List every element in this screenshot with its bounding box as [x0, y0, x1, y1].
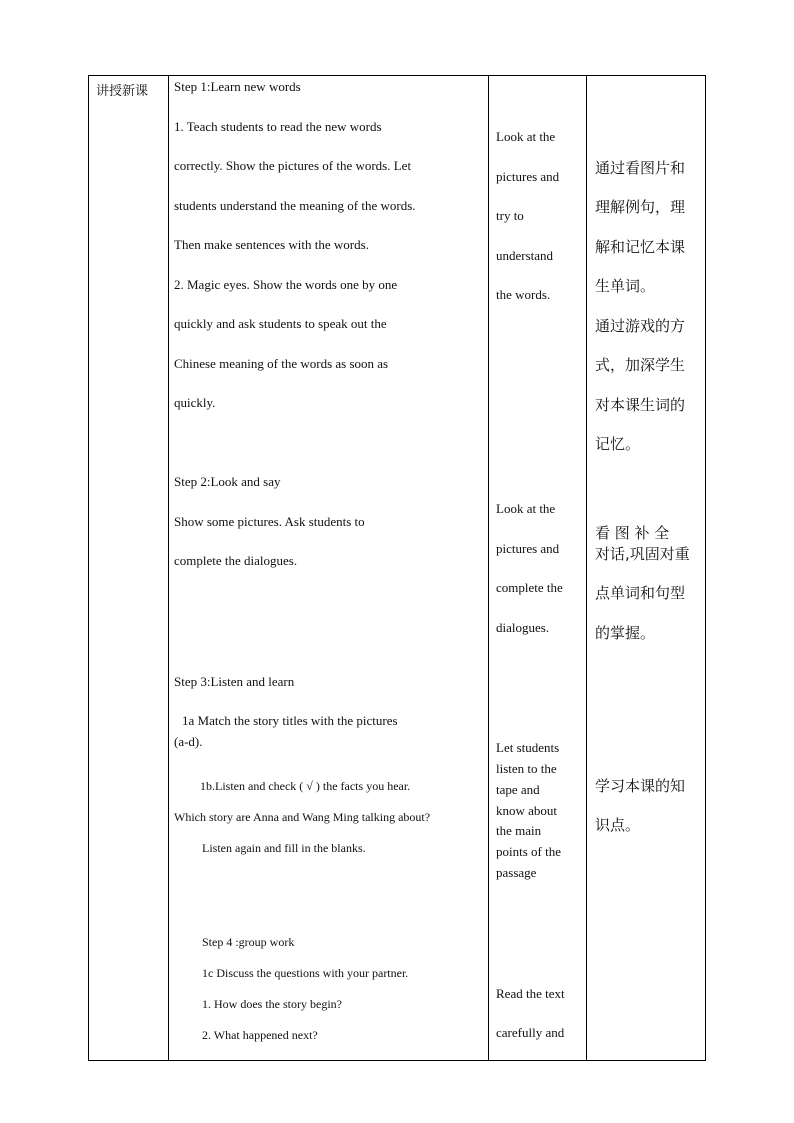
- activity-line: tape and: [496, 782, 540, 797]
- column-divider: [586, 76, 587, 1060]
- step1-line: quickly and ask students to speak out the: [174, 316, 387, 331]
- step1-line: Chinese meaning of the words as soon as: [174, 356, 389, 371]
- step4-1c: 1c Discuss the questions with your partner.: [202, 966, 409, 980]
- activity-line: the words.: [496, 287, 551, 302]
- purpose-line: 学习本课的知: [595, 777, 686, 795]
- step2-line: complete the dialogues.: [174, 553, 298, 568]
- purpose-line: 生单词。: [595, 277, 656, 295]
- purpose-line: 解和记忆本课: [595, 238, 686, 256]
- purpose-line: 看 图 补 全: [595, 524, 670, 542]
- purpose-line: 点单词和句型: [595, 584, 686, 602]
- purpose-line: 式，加深学生: [595, 356, 686, 374]
- step2-title: Step 2:Look and say: [174, 474, 281, 489]
- purpose-line: 理解例句，理: [595, 198, 686, 216]
- step1-line: 1. Teach students to read the new words: [174, 119, 382, 134]
- purpose-line: 通过看图片和: [595, 159, 686, 177]
- step3-1b-cont: Which story are Anna and Wang Ming talking about?: [174, 810, 431, 824]
- step1-line: quickly.: [174, 395, 216, 410]
- column-divider: [488, 76, 489, 1060]
- activity-line: passage: [496, 865, 537, 880]
- activity-line: dialogues.: [496, 620, 550, 635]
- activity-line: Look at the: [496, 129, 556, 144]
- step3-1b: 1b.Listen and check ( √ ) the facts you hear.: [200, 779, 411, 793]
- purpose-line: 识点。: [595, 816, 641, 834]
- step3-1a-cont: (a-d).: [174, 734, 203, 749]
- activity-line: points of the: [496, 844, 561, 859]
- activity-line: complete the: [496, 580, 563, 595]
- activity-line: listen to the: [496, 761, 557, 776]
- step3-listen: Listen again and fill in the blanks.: [202, 841, 366, 855]
- purpose-line: 对本课生词的: [595, 396, 686, 414]
- activity-line: try to: [496, 208, 524, 223]
- column-divider: [168, 76, 169, 1060]
- step3-title: Step 3:Listen and learn: [174, 674, 295, 689]
- activity-line: Look at the: [496, 501, 556, 516]
- activity-line: Read the text: [496, 986, 565, 1001]
- activity-line: know about: [496, 803, 558, 818]
- step4-q1: 1. How does the story begin?: [202, 997, 342, 1011]
- purpose-line: 对话,巩固对重: [595, 545, 690, 563]
- purpose-line: 的掌握。: [595, 624, 656, 642]
- activity-line: understand: [496, 248, 554, 263]
- activity-line: carefully and: [496, 1025, 565, 1040]
- step4-title: Step 4 :group work: [202, 935, 295, 949]
- purpose-line: 通过游戏的方: [595, 317, 686, 335]
- step1-line: correctly. Show the pictures of the words. Let: [174, 158, 412, 173]
- activity-line: pictures and: [496, 541, 560, 556]
- activity-line: pictures and: [496, 169, 560, 184]
- activity-line: the main: [496, 823, 542, 838]
- purpose-line: 记忆。: [595, 435, 641, 453]
- step1-line: students understand the meaning of the words.: [174, 198, 416, 213]
- step1-line: Then make sentences with the words.: [174, 237, 369, 252]
- step2-line: Show some pictures. Ask students to: [174, 514, 365, 529]
- step1-title: Step 1:Learn new words: [174, 79, 301, 94]
- activity-line: Let students: [496, 740, 560, 755]
- section-label: 讲授新课: [96, 84, 149, 99]
- step3-1a: 1a Match the story titles with the pictures: [182, 713, 398, 728]
- step4-q2: 2. What happened next?: [202, 1028, 318, 1042]
- step1-line: 2. Magic eyes. Show the words one by one: [174, 277, 398, 292]
